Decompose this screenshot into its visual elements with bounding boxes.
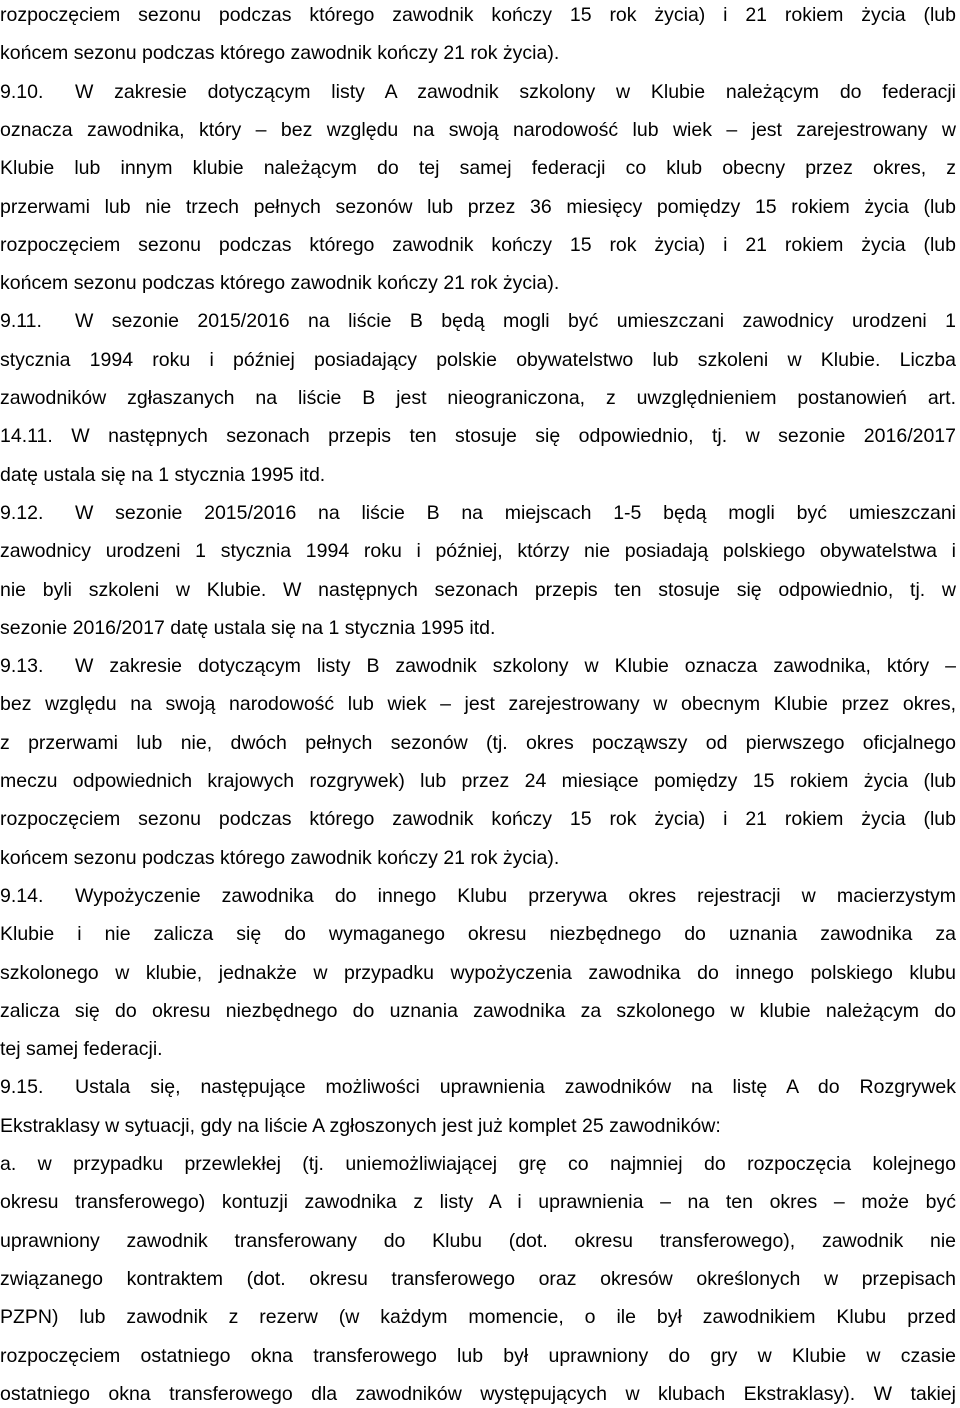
- line-text: meczu odpowiednich krajowych rozgrywek) lub przez 24 miesiące pomiędzy 15 rokiem życia (lub: [0, 770, 956, 792]
- line-text: zawodników zgłaszanych na liście B jest nieograniczona, z uwzględnieniem postanowień art.: [0, 387, 956, 409]
- text-line: [0, 154, 956, 182]
- text-line: [0, 690, 956, 718]
- text-line: [0, 1380, 956, 1408]
- text-line: [0, 920, 956, 948]
- text-line: [0, 1188, 956, 1216]
- text-line: [0, 1, 956, 29]
- line-text: stycznia 1994 roku i później posiadający polskie obywatelstwo lub szkoleni w Klubie. Liczba: [0, 348, 956, 371]
- line-text: końcem sezonu podczas którego zawodnik kończy 21 rok życia).: [0, 42, 560, 65]
- text-line: [0, 116, 956, 144]
- line-text: sezonie 2016/2017 datę ustala się na 1 stycznia 1995 itd.: [0, 616, 496, 639]
- section-number: 9.14.: [0, 884, 44, 907]
- line-text: 14.11. W następnych sezonach przepis ten stosuje się odpowiednio, tj. w sezonie 2016/2017: [0, 425, 956, 448]
- text-line: [0, 1303, 956, 1331]
- line-text: Klubie lub innym klubie należącym do tej samej federacji co klub obecny przez okres, z: [0, 157, 956, 180]
- text-line: [0, 959, 956, 987]
- text-line: [0, 1150, 956, 1178]
- line-text: szkolonego w klubie, jednakże w przypadku wypożyczenia zawodnika do innego polskiego klubu: [0, 961, 956, 984]
- line-text: końcem sezonu podczas którego zawodnik kończy 21 rok życia).: [0, 272, 560, 295]
- line-text: bez względu na swoją narodowość lub wiek – jest zarejestrowany w obecnym Klubie przez okres,: [0, 693, 956, 716]
- line-text: rozpoczęciem sezonu podczas którego zawodnik kończy 15 rok życia) i 21 rokiem życia (lub: [0, 4, 956, 26]
- section-number: 9.15.: [0, 1076, 44, 1099]
- text-line: [0, 1342, 956, 1370]
- text-line: [0, 997, 956, 1025]
- text-line: [0, 461, 956, 489]
- text-line: [0, 576, 956, 604]
- line-text: Ekstraklasy w sytuacji, gdy na liście A zgłoszonych jest już komplet 25 zawodników:: [0, 1114, 721, 1137]
- section-line: [0, 1073, 956, 1101]
- section-text: W sezonie 2015/2016 na liście B będą mogli być umieszczani zawodnicy urodzeni 1: [75, 310, 956, 333]
- section-text: W sezonie 2015/2016 na liście B na miejscach 1-5 będą mogli być umieszczani: [75, 501, 956, 524]
- line-text: Klubie i nie zalicza się do wymaganego okresu niezbędnego do uznania zawodnika za: [0, 923, 956, 946]
- line-text: przerwami lub nie trzech pełnych sezonów lub przez 36 miesięcy pomiędzy 15 rokiem życia (lub: [0, 195, 956, 218]
- line-text: związanego kontraktem (dot. okresu transferowego oraz okresów określonych w przepisach: [0, 1267, 956, 1290]
- line-text: rozpoczęciem sezonu podczas którego zawodnik kończy 15 rok życia) i 21 rokiem życia (lub: [0, 808, 956, 831]
- line-text: tej samej federacji.: [0, 1038, 163, 1061]
- section-text: Ustala się, następujące możliwości uprawnienia zawodników na listę A do Rozgrywek: [75, 1076, 956, 1099]
- section-line: [0, 78, 956, 106]
- section-text: W zakresie dotyczącym listy A zawodnik szkolony w Klubie należącym do federacji: [75, 80, 956, 103]
- line-text: zalicza się do okresu niezbędnego do uznania zawodnika za szkolonego w klubie należącym do: [0, 999, 956, 1022]
- text-line: [0, 1112, 956, 1140]
- line-text: PZPN) lub zawodnik z rezerw (w każdym momencie, o ile był zawodnikiem Klubu przed: [0, 1306, 956, 1329]
- section-number: 9.10.: [0, 80, 44, 103]
- line-text: datę ustala się na 1 stycznia 1995 itd.: [0, 463, 326, 486]
- text-line: [0, 384, 956, 412]
- line-text: oznacza zawodnika, który – bez względu na swoją narodowość lub wiek – jest zarejestrowany w: [0, 118, 956, 141]
- text-line: [0, 729, 956, 757]
- line-text: a. w przypadku przewlekłej (tj. uniemożliwiającej grę co najmniej do rozpoczęcia kolejnego: [0, 1153, 956, 1175]
- text-line: [0, 193, 956, 221]
- text-line: [0, 767, 956, 795]
- line-text: rozpoczęciem sezonu podczas którego zawodnik kończy 15 rok życia) i 21 rokiem życia (lub: [0, 233, 956, 256]
- line-text: z przerwami lub nie, dwóch pełnych sezonów (tj. okres począwszy od pierwszego oficjalnego: [0, 731, 956, 754]
- text-line: [0, 1035, 956, 1063]
- section-number: 9.12.: [0, 501, 44, 524]
- line-text: nie byli szkoleni w Klubie. W następnych sezonach przepis ten stosuje się odpowiednio, tj. w: [0, 578, 956, 601]
- text-line: [0, 39, 956, 67]
- line-text: okresu transferowego) kontuzji zawodnika z listy A i uprawnienia – na ten okres – może być: [0, 1191, 956, 1214]
- line-text: rozpoczęciem ostatniego okna transferowego lub był uprawniony do gry w Klubie w czasie: [0, 1344, 956, 1367]
- text-line: [0, 346, 956, 374]
- section-number: 9.13.: [0, 655, 44, 678]
- section-line: [0, 499, 956, 527]
- section-text: W zakresie dotyczącym listy B zawodnik szkolony w Klubie oznacza zawodnika, który –: [75, 655, 956, 678]
- section-line: [0, 882, 956, 910]
- section-line: [0, 307, 956, 335]
- text-line: [0, 422, 956, 450]
- text-line: [0, 805, 956, 833]
- section-line: [0, 652, 956, 680]
- text-line: [0, 1227, 956, 1255]
- line-text: uprawniony zawodnik transferowany do Klubu (dot. okresu transferowego), zawodnik nie: [0, 1229, 956, 1252]
- text-line: [0, 614, 956, 642]
- section-text: Wypożyczenie zawodnika do innego Klubu przerywa okres rejestracji w macierzystym: [75, 884, 956, 907]
- text-line: [0, 537, 956, 565]
- line-text: końcem sezonu podczas którego zawodnik kończy 21 rok życia).: [0, 846, 560, 869]
- text-line: [0, 1265, 956, 1293]
- line-text: zawodnicy urodzeni 1 stycznia 1994 roku i później, którzy nie posiadają polskiego obywatelstwa i: [0, 540, 956, 563]
- line-text: ostatniego okna transferowego dla zawodników występujących w klubach Ekstraklasy). W takiej: [0, 1382, 956, 1405]
- text-line: [0, 231, 956, 259]
- text-line: [0, 269, 956, 297]
- section-number: 9.11.: [0, 310, 42, 333]
- text-line: [0, 844, 956, 872]
